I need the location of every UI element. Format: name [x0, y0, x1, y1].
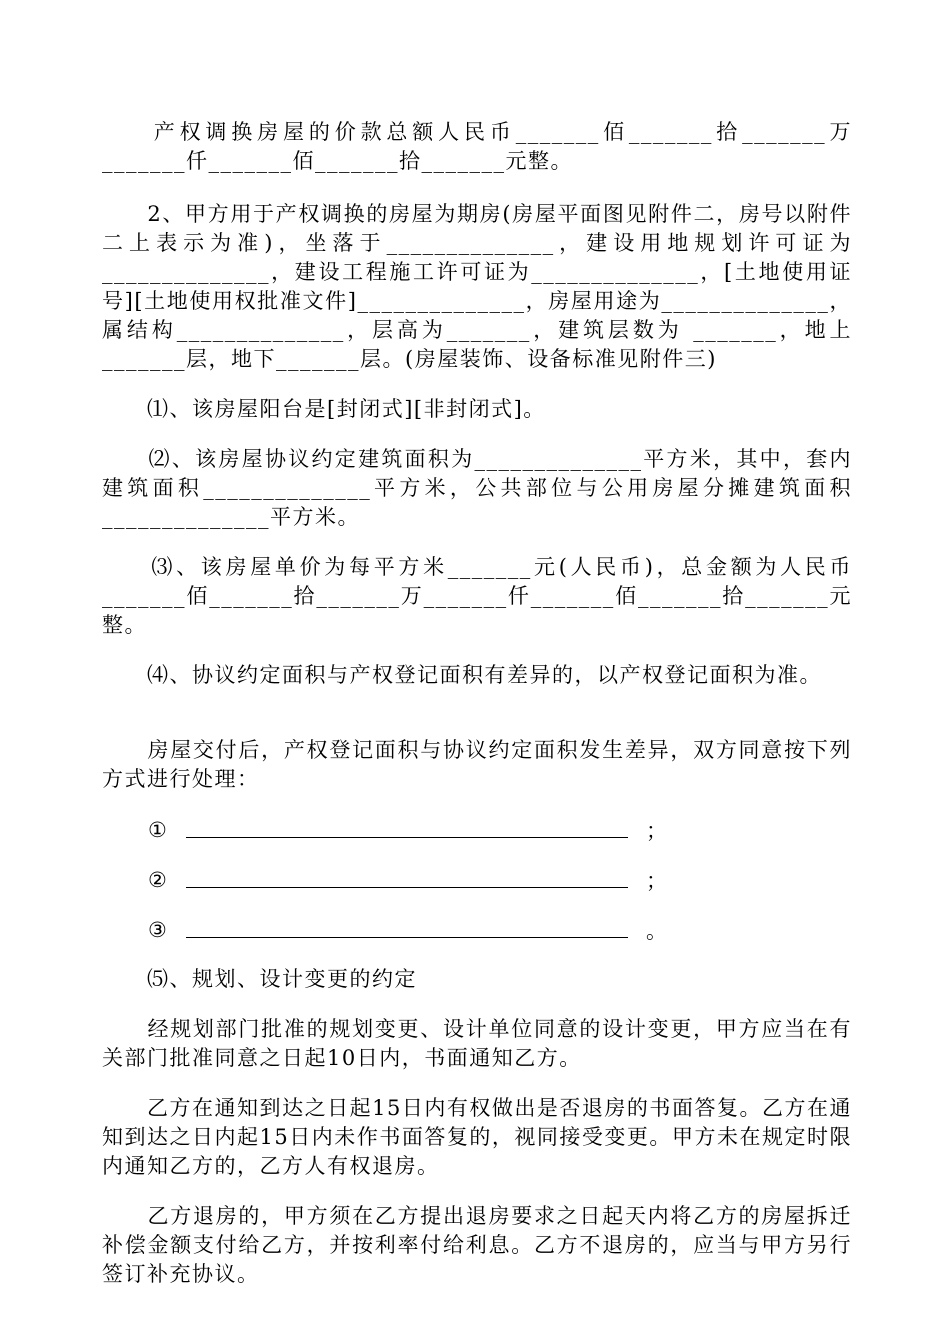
paragraph-design-change-notice: 经规划部门批准的规划变更、设计单位同意的设计变更，甲方应当在有关部门批准同意之日起10日内，书面通知乙方。 — [102, 1017, 852, 1070]
option-item-3 — [102, 915, 852, 944]
option-punctuation: 。 — [646, 918, 667, 943]
option-item-1 — [102, 815, 852, 844]
paragraph-price-total: 产权调换房屋的价款总额人民币_______佰_______拾_______万_______仟_______佰_______拾_______元整。 — [102, 120, 852, 173]
paragraph-after-delivery: 房屋交付后，产权登记面积与协议约定面积发生差异，双方同意按下列方式进行处理： — [102, 738, 852, 791]
option-blank-line — [186, 921, 628, 938]
option-blank-line — [186, 871, 628, 888]
option-item-2 — [102, 865, 852, 894]
paragraph-balcony: ⑴、该房屋阳台是[封闭式][非封闭式]。 — [102, 397, 546, 421]
paragraph-area: ⑵、该房屋协议约定建筑面积为______________平方米，其中，套内建筑面积______________平方米，公共部位与公用房屋分摊建筑面积______________平方米。 — [102, 447, 852, 529]
document-page — [102, 118, 852, 1289]
option-number: ① — [148, 817, 167, 842]
paragraph-refund-reply: 乙方在通知到达之日起15日内有权做出是否退房的书面答复。乙方在通知到达之日内起15日内未作书面答复的，视同接受变更。甲方未在规定时限内通知乙方的，乙方人有权退房。 — [102, 1096, 852, 1178]
paragraph-area-difference: ⑷、协议约定面积与产权登记面积有差异的，以产权登记面积为准。 — [102, 663, 822, 687]
paragraph-design-change-heading: ⑸、规划、设计变更的约定 — [102, 967, 417, 991]
paragraph-refund-payment: 乙方退房的，甲方须在乙方提出退房要求之日起天内将乙方的房屋拆迁补偿金额支付给乙方，并按利率付给利息。乙方不退房的，应当与甲方另行签订补充协议。 — [102, 1204, 852, 1286]
option-number: ② — [148, 867, 167, 892]
paragraph-exchange-house: 2、甲方用于产权调换的房屋为期房(房屋平面图见附件二，房号以附件二上表示为准)，坐落于______________，建设用地规划许可证为______________，建设工程施工许可证为______________，[土地使用证号][土地使用权批准文件]______________，房屋用途为______________，属结构______________，层高为_______，建筑层数为 _______，地上_______层，地下_______层。(房屋装饰、设备标准见附件三) — [102, 202, 852, 371]
option-punctuation: ； — [646, 818, 667, 843]
option-number: ③ — [148, 917, 167, 942]
option-blank-line — [186, 821, 628, 838]
option-punctuation: ； — [646, 868, 667, 893]
paragraph-unit-price: ⑶、该房屋单价为每平方米_______元(人民币)，总金额为人民币_______佰_______拾_______万_______仟_______佰_______拾_______元整。 — [102, 555, 852, 637]
